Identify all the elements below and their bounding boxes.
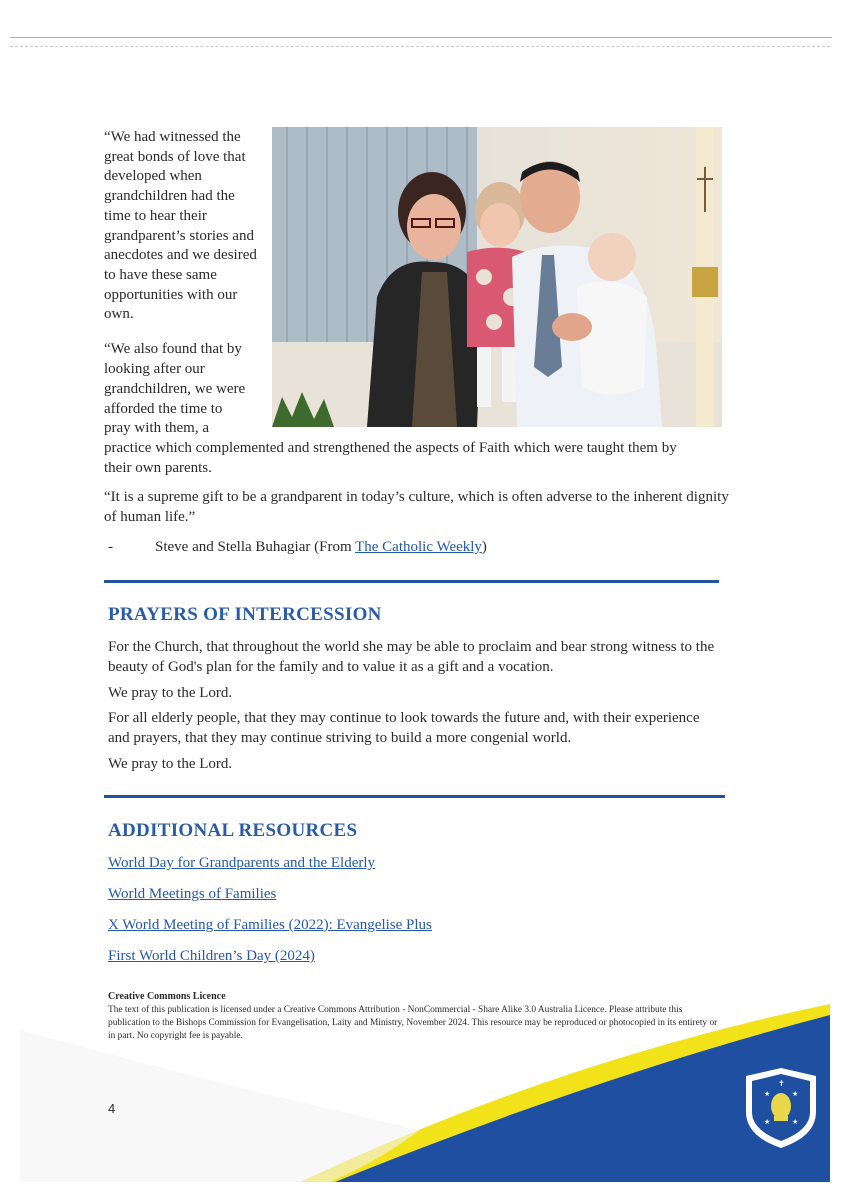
svg-text:★: ★ xyxy=(792,1118,799,1126)
bishops-conference-seal-icon xyxy=(742,1066,820,1150)
testimony-paragraph-2-line: looking after our xyxy=(104,361,205,377)
resource-link-grandparents-day[interactable]: World Day for Grandparents and the Elderly xyxy=(108,855,376,871)
resources-heading: ADDITIONAL RESOURCES xyxy=(108,820,358,841)
svg-text:✝: ✝ xyxy=(778,1079,785,1088)
intercession-heading: PRAYERS OF INTERCESSION xyxy=(108,604,382,625)
intercession-response-2: We pray to the Lord. xyxy=(108,756,233,772)
page-number: 4 xyxy=(108,1101,116,1116)
licence-text: The text of this publication is licensed under a Creative Commons Attribution - NonCommercial - Share Alike 3.0 Australia Licence. Please attribute this publication to the Bishops Commission for Evangelisation, Laity and Ministry, November 2024. This resource may be reproduced or photocopied in its entirety or in part. No copyright fee is payable. xyxy=(108,1005,718,1041)
resource-link-evangelise-plus[interactable]: X World Meeting of Families (2022): Evangelise Plus xyxy=(108,917,432,933)
resource-link-childrens-day[interactable]: First World Children’s Day (2024) xyxy=(108,948,315,964)
scan-shadow xyxy=(20,1030,420,1182)
resource-link-world-meetings[interactable]: World Meetings of Families xyxy=(108,886,277,902)
attribution-text: Steve and Stella Buhagiar (From xyxy=(155,539,356,555)
svg-text:★: ★ xyxy=(764,1118,771,1126)
testimony-paragraph-2-line: their own parents. xyxy=(104,460,212,476)
svg-text:★: ★ xyxy=(764,1090,771,1098)
testimony-paragraph-2-line: grandchildren, we were xyxy=(104,381,246,397)
licence-title: Creative Commons Licence xyxy=(108,991,226,1002)
testimony-paragraph-2-line: afforded the time to xyxy=(104,401,223,417)
svg-text:★: ★ xyxy=(792,1090,799,1098)
testimony-paragraph-2-line: practice which complemented and strengthened the aspects of Faith which were taught them by xyxy=(104,440,677,456)
intercession-response-1: We pray to the Lord. xyxy=(108,685,233,701)
testimony-paragraph-2-line: “We also found that by xyxy=(104,341,242,357)
attribution-close: ) xyxy=(481,539,487,555)
intercession-prayer-1: For the Church, that throughout the world she may be able to proclaim and bear strong witness to the beauty of God's plan for the family and to value it as a gift and a vocation. xyxy=(108,639,715,675)
grandparent-quote: “It is a supreme gift to be a grandparent in today’s culture, which is often adverse to the inherent dignity of human life.” xyxy=(104,489,729,525)
testimony-paragraph-2-line: pray with them, a xyxy=(104,420,209,436)
attribution-dash: - xyxy=(108,539,113,555)
testimony-paragraph-1: “We had witnessed the great bonds of love that developed when grandchildren had the time to hear their grandparent’s stories and anecdotes and we desired to have these same opportunities with our own. xyxy=(104,129,257,323)
intercession-prayer-2: For all elderly people, that they may continue to look towards the future and, with their experience and prayers, that they may continue striving to build a more congenial world. xyxy=(108,710,700,746)
catholic-weekly-link[interactable]: The Catholic Weekly xyxy=(355,539,482,555)
